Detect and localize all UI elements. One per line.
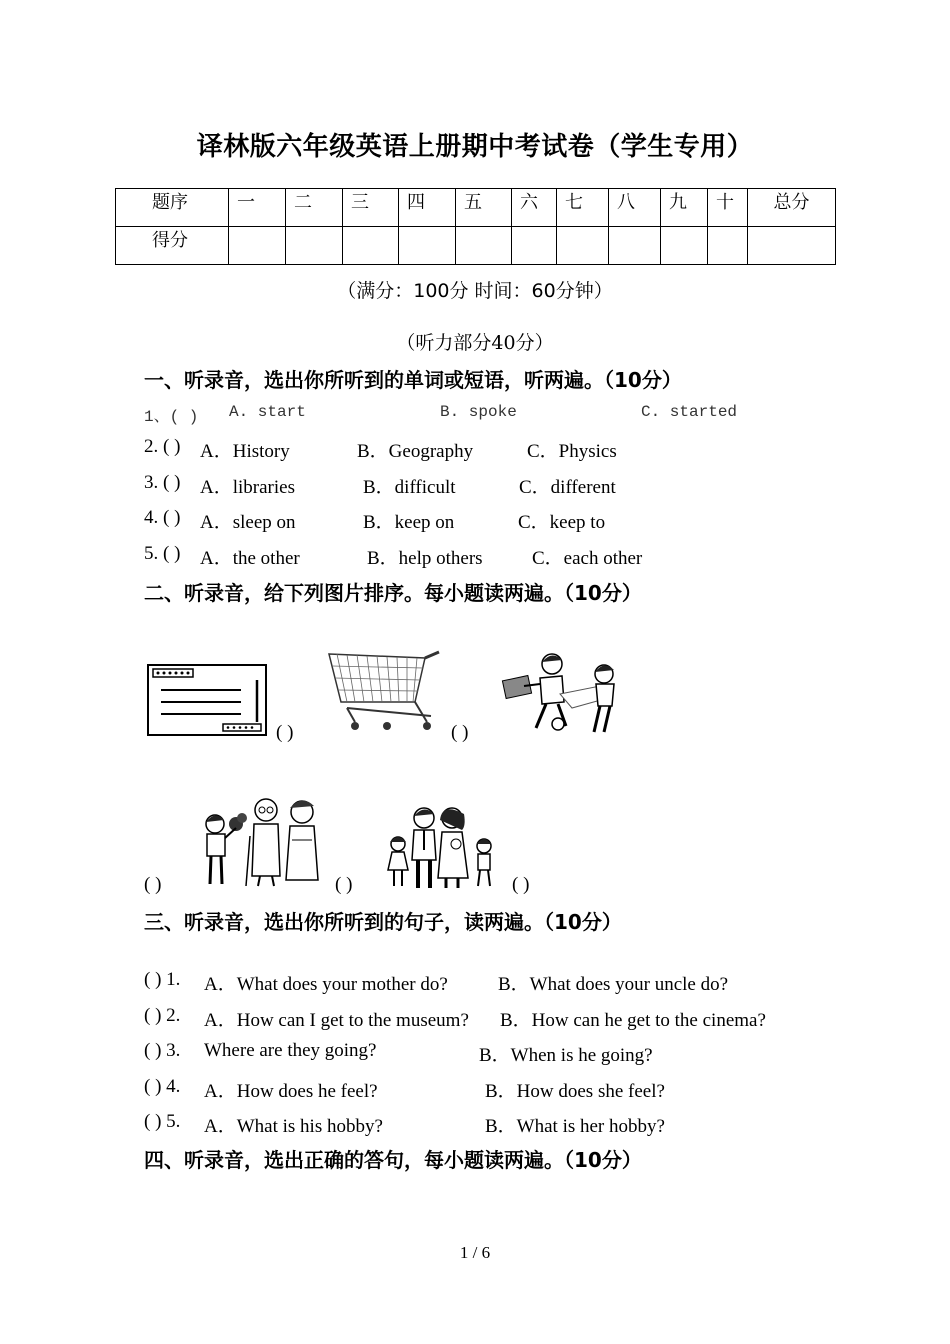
shopping-cart-picture — [327, 650, 442, 734]
score-input-cell[interactable] — [399, 227, 456, 265]
score-input-cell[interactable] — [609, 227, 661, 265]
score-input-cell[interactable] — [708, 227, 748, 265]
score-table-cell: 总分 — [748, 189, 836, 227]
score-input-cell[interactable] — [286, 227, 343, 265]
question-number: 4. ( ) — [144, 507, 181, 528]
score-input-cell[interactable] — [343, 227, 399, 265]
score-table-cell: 得分 — [116, 227, 229, 265]
score-table-cell: 三 — [343, 189, 399, 227]
score-input-cell[interactable] — [229, 227, 286, 265]
option-b[interactable]: B．When is he going? — [479, 1045, 653, 1066]
score-input-cell[interactable] — [456, 227, 512, 265]
score-table — [115, 188, 836, 265]
option-b[interactable]: B．How does she feel? — [485, 1081, 665, 1102]
section2-heading: 二、听录音，给下列图片排序。每小题读两遍。（10分） — [144, 581, 642, 605]
question-number: ( ) 2. — [144, 1005, 181, 1026]
option-b[interactable]: B．What does your uncle do? — [498, 974, 729, 995]
option-a[interactable]: A．History — [200, 441, 290, 462]
option-b[interactable]: B．keep on — [363, 512, 455, 533]
question-number: 2. ( ) — [144, 436, 181, 457]
option-b[interactable]: B．difficult — [363, 477, 456, 498]
option-c[interactable]: C．Physics — [527, 441, 617, 462]
option-a[interactable]: A．How does he feel? — [204, 1081, 378, 1102]
question-number: 1、( ) — [144, 408, 199, 426]
listening-part-label: （听力部分40分） — [396, 332, 554, 354]
score-input-cell[interactable] — [512, 227, 557, 265]
family-picture — [384, 804, 504, 890]
score-table-cell: 题序 — [116, 189, 229, 227]
score-table-cell: 五 — [456, 189, 512, 227]
section3-heading: 三、听录音，选出你所听到的句子，读两遍。（10分） — [144, 910, 622, 934]
exam-info: （满分：100分 时间：60分钟） — [337, 280, 613, 302]
question-number: ( ) 4. — [144, 1076, 181, 1097]
option-a[interactable]: A．How can I get to the museum? — [204, 1010, 469, 1031]
option-a[interactable]: A．What is his hobby? — [204, 1116, 383, 1137]
boys-playing-picture — [500, 650, 622, 738]
score-input-cell[interactable] — [557, 227, 609, 265]
answer-bracket[interactable]: ( ) — [144, 874, 162, 895]
option-a[interactable]: A. start — [229, 403, 306, 421]
option-b[interactable]: B．Geography — [357, 441, 474, 462]
option-a[interactable]: A．the other — [200, 548, 300, 569]
option-c[interactable]: C. started — [641, 403, 738, 421]
answer-bracket[interactable]: ( ) — [451, 722, 469, 743]
question-number: ( ) 5. — [144, 1111, 181, 1132]
score-input-cell[interactable] — [748, 227, 836, 265]
score-table-cell: 八 — [609, 189, 661, 227]
option-a[interactable]: A．libraries — [200, 477, 295, 498]
score-table-header-row — [116, 189, 836, 227]
option-b[interactable]: B．What is her hobby? — [485, 1116, 665, 1137]
score-table-cell: 十 — [708, 189, 748, 227]
option-b[interactable]: B. spoke — [440, 403, 517, 421]
option-c[interactable]: C．each other — [532, 548, 643, 569]
option-c[interactable]: C．different — [519, 477, 616, 498]
score-table-cell: 一 — [229, 189, 286, 227]
section4-heading: 四、听录音，选出正确的答句，每小题读两遍。（10分） — [144, 1148, 642, 1172]
score-table-cell: 七 — [557, 189, 609, 227]
section1-heading: 一、听录音，选出你所听到的单词或短语，听两遍。（10分） — [144, 368, 682, 392]
page-title: 译林版六年级英语上册期中考试卷（学生专用） — [196, 132, 754, 162]
answer-bracket[interactable]: ( ) — [512, 874, 530, 895]
postcard-picture — [147, 664, 267, 736]
question-number: ( ) 1. — [144, 969, 181, 990]
option-a[interactable]: A．sleep on — [200, 512, 296, 533]
score-table-cell: 四 — [399, 189, 456, 227]
option-a[interactable]: Where are they going? — [204, 1040, 377, 1061]
score-input-cell[interactable] — [661, 227, 708, 265]
answer-bracket[interactable]: ( ) — [276, 722, 294, 743]
question-number: ( ) 3. — [144, 1040, 181, 1061]
score-table-cell: 九 — [661, 189, 708, 227]
page-number: 1 / 6 — [459, 1243, 491, 1262]
question-number: 3. ( ) — [144, 472, 181, 493]
answer-bracket[interactable]: ( ) — [335, 874, 353, 895]
score-table-score-row — [116, 227, 836, 265]
score-table-cell: 二 — [286, 189, 343, 227]
option-a[interactable]: A．What does your mother do? — [204, 974, 448, 995]
option-b[interactable]: B．How can he get to the cinema? — [500, 1010, 766, 1031]
question-number: 5. ( ) — [144, 543, 181, 564]
option-c[interactable]: C．keep to — [518, 512, 606, 533]
option-b[interactable]: B．help others — [367, 548, 483, 569]
boy-giving-flowers-to-grandparents-picture — [200, 796, 326, 888]
score-table-cell: 六 — [512, 189, 557, 227]
